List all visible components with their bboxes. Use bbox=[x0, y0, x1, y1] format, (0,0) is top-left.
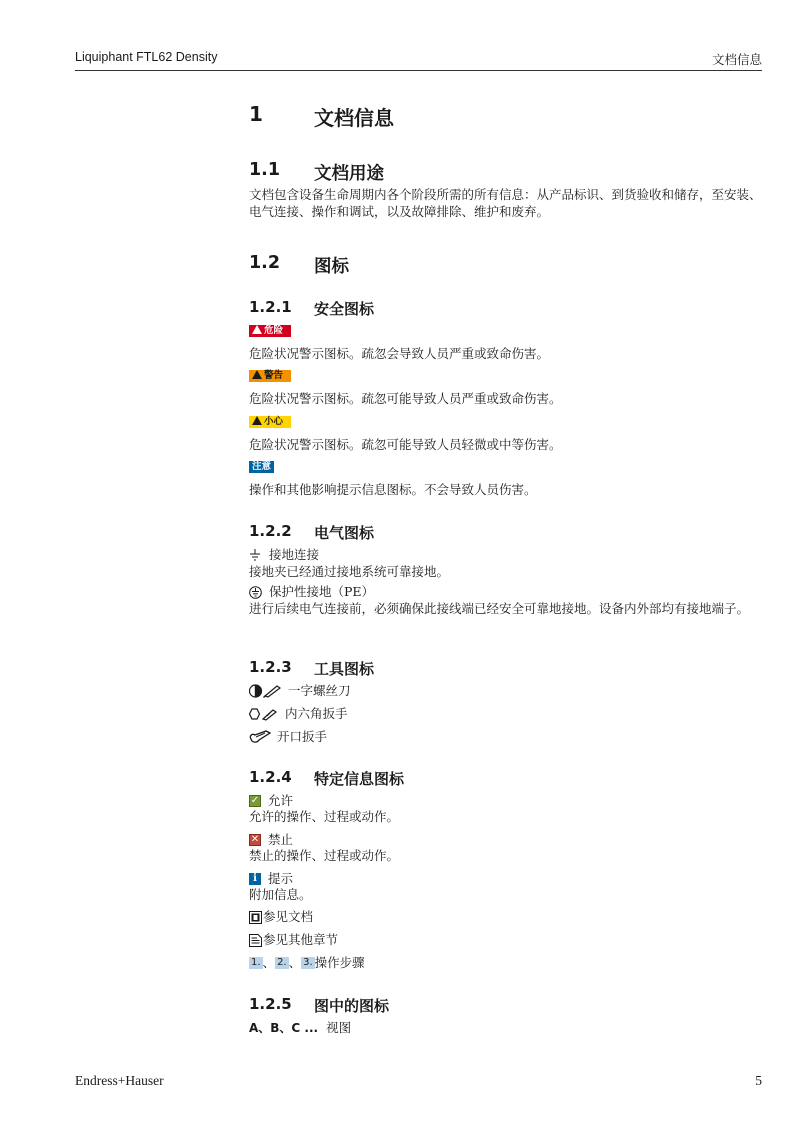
views-keys: A、B、C ... bbox=[249, 1021, 319, 1035]
header-product-title: Liquiphant FTL62 Density bbox=[75, 50, 218, 64]
allowed-description: 允许的操作、过程或动作。 bbox=[249, 809, 400, 824]
protective-earth-description: 进行后续电气连接前，必须确保此接线端已经安全可靠地接地。设备内外部均有接地端子。 bbox=[249, 601, 750, 616]
page-icon bbox=[249, 934, 262, 947]
subsection-title: 图标 bbox=[314, 257, 349, 277]
reference-chapter-row bbox=[249, 932, 338, 948]
flat-screwdriver-label: 一字螺丝刀 bbox=[288, 683, 351, 698]
tip-label: 提示 bbox=[268, 871, 294, 886]
ground-label: 接地连接 bbox=[269, 547, 320, 562]
tool-row bbox=[249, 683, 351, 699]
views-label: 视图 bbox=[326, 1020, 352, 1035]
footer-brand: Endress+Hauser bbox=[75, 1073, 164, 1088]
subsection-number: 1.2 bbox=[249, 253, 281, 273]
protective-earth-label: 保护性接地（PE） bbox=[269, 584, 375, 599]
ground-description: 接地夹已经通过接地系统可靠接地。 bbox=[249, 564, 450, 579]
step-number-badge: 3. bbox=[303, 957, 313, 968]
section-title: 文档信息 bbox=[314, 106, 394, 130]
allowed-label: 允许 bbox=[268, 793, 294, 808]
tip-row bbox=[249, 871, 293, 887]
reference-document-label: 参见文档 bbox=[263, 909, 314, 924]
danger-description: 危险状况警示图标。疏忽会导致人员严重或致命伤害。 bbox=[249, 346, 550, 361]
page-footer bbox=[75, 1073, 762, 1089]
forbidden-row bbox=[249, 832, 293, 848]
warning-triangle-icon bbox=[252, 416, 262, 425]
views-row bbox=[249, 1020, 351, 1036]
page-number: 5 bbox=[755, 1073, 762, 1088]
flat-screwdriver-icon bbox=[249, 684, 281, 698]
notice-badge: 注意 bbox=[249, 461, 274, 473]
document-purpose-text: 文档包含设备生命周期内各个阶段所需的所有信息：从产品标识、到货验收和储存，至安装、电气连接、操作和调试，以及故障排除、维护和废弃。 bbox=[249, 187, 762, 219]
subsubsection-title: 图中的图标 bbox=[314, 997, 390, 1015]
open-wrench-label: 开口扳手 bbox=[277, 729, 328, 744]
forbidden-description: 禁止的操作、过程或动作。 bbox=[249, 848, 400, 863]
cross-icon: ✕ bbox=[250, 834, 260, 845]
book-icon bbox=[249, 911, 262, 924]
hex-wrench-label: 内六角扳手 bbox=[285, 706, 348, 721]
info-icon: i bbox=[249, 873, 261, 885]
allowed-row bbox=[249, 793, 293, 809]
caution-badge: 小心 bbox=[249, 416, 291, 428]
section-number: 1 bbox=[249, 102, 263, 126]
steps-label: 操作步骤 bbox=[314, 955, 365, 970]
ground-icon bbox=[249, 549, 261, 561]
caution-description: 危险状况警示图标。疏忽可能导致人员轻微或中等伤害。 bbox=[249, 437, 562, 452]
subsubsection-title: 工具图标 bbox=[314, 660, 375, 678]
checkmark-icon: ✓ bbox=[250, 795, 260, 806]
subsubsection-title: 安全图标 bbox=[314, 300, 375, 318]
protective-earth-icon bbox=[249, 586, 262, 599]
notice-description: 操作和其他影响提示信息图标。不会导致人员伤害。 bbox=[249, 482, 537, 497]
header-section-title: 文档信息 bbox=[711, 53, 762, 67]
warning-triangle-icon bbox=[252, 325, 262, 334]
steps-row: 1. 、 2. 、 3. 操作步骤 bbox=[251, 955, 365, 970]
subsubsection-number: 1.2.5 bbox=[249, 995, 292, 1013]
reference-chapter-label: 参见其他章节 bbox=[263, 932, 339, 947]
step-number-badge: 2. bbox=[277, 957, 287, 968]
protective-earth-row bbox=[249, 584, 374, 600]
subsubsection-title: 特定信息图标 bbox=[314, 770, 405, 788]
danger-badge: 危险 bbox=[249, 325, 291, 337]
page-header bbox=[75, 48, 762, 71]
tool-row bbox=[249, 706, 348, 722]
reference-document-row bbox=[249, 909, 313, 925]
subsubsection-title: 电气图标 bbox=[314, 524, 375, 542]
subsubsection-number: 1.2.2 bbox=[249, 522, 292, 540]
open-wrench-icon bbox=[249, 730, 271, 744]
forbidden-label: 禁止 bbox=[268, 832, 294, 847]
tip-description: 附加信息。 bbox=[249, 887, 312, 902]
hex-wrench-icon bbox=[249, 707, 277, 721]
warning-description: 危险状况警示图标。疏忽可能导致人员严重或致命伤害。 bbox=[249, 391, 562, 406]
step-number-badge: 1. bbox=[251, 957, 261, 968]
warning-triangle-icon bbox=[252, 370, 262, 379]
subsubsection-number: 1.2.4 bbox=[249, 768, 292, 786]
subsubsection-number: 1.2.1 bbox=[249, 298, 292, 316]
subsubsection-number: 1.2.3 bbox=[249, 658, 292, 676]
tool-row bbox=[249, 729, 327, 745]
subsection-title: 文档用途 bbox=[314, 164, 384, 184]
subsection-number: 1.1 bbox=[249, 160, 281, 180]
warning-badge: 警告 bbox=[249, 370, 291, 382]
ground-symbol-row bbox=[249, 547, 319, 563]
